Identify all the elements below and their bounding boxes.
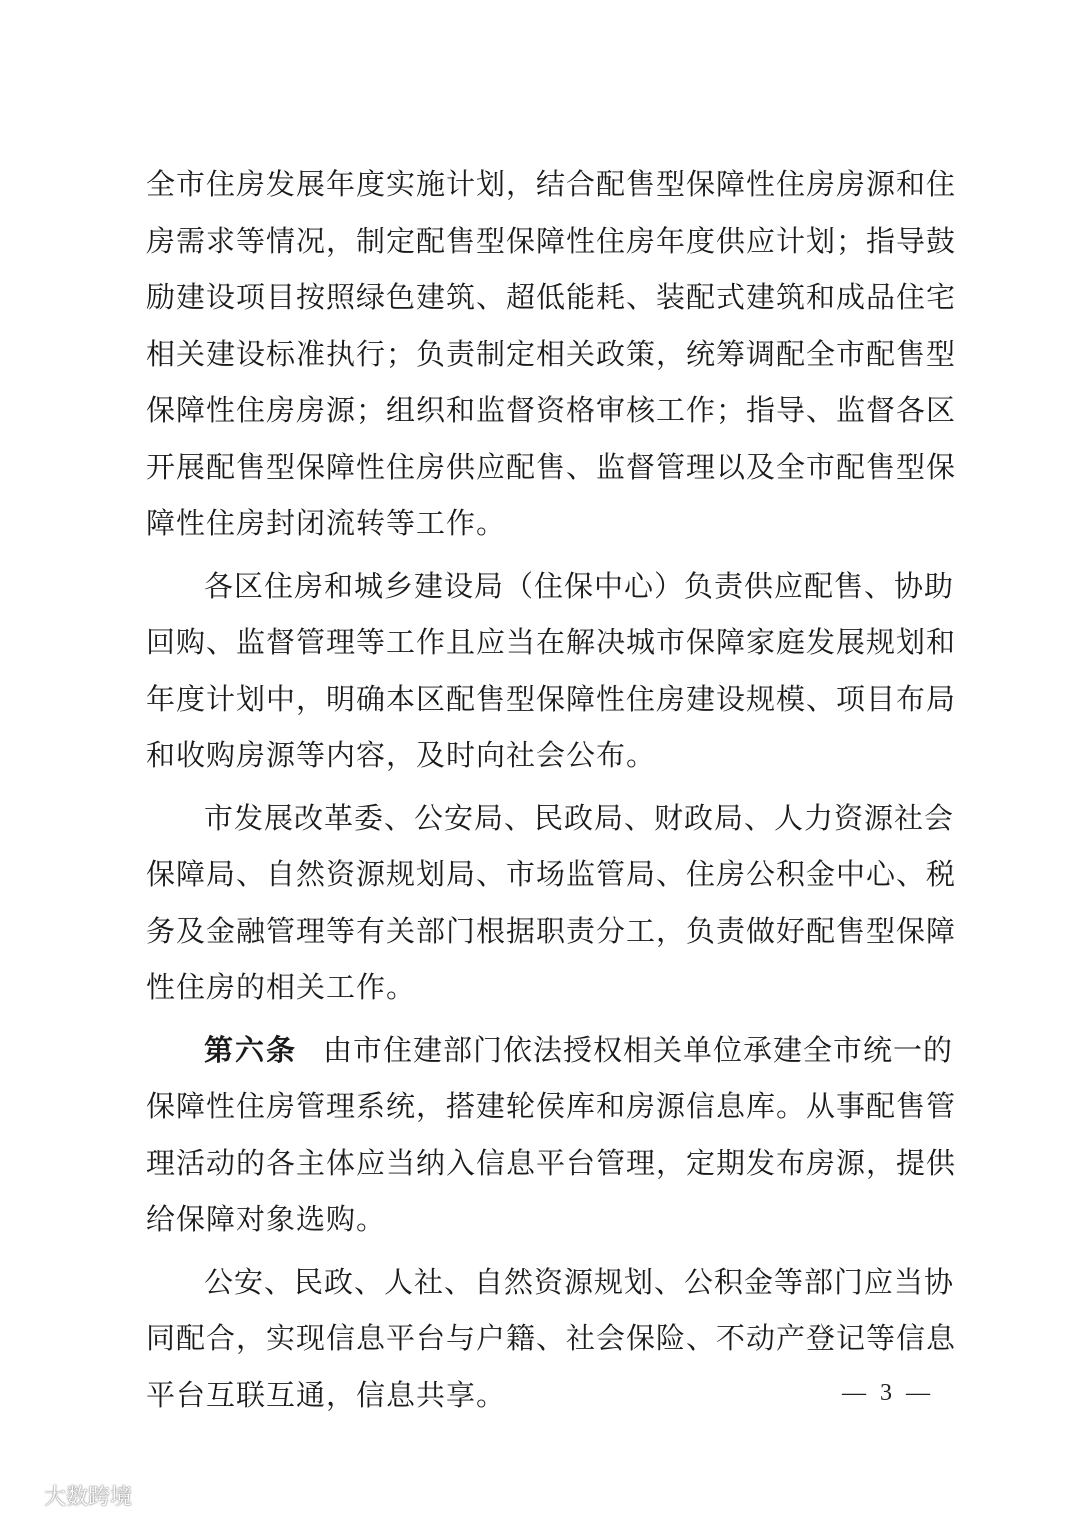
text-line: 和收购房源等内容，及时向社会公布。	[146, 738, 657, 772]
article-text: 由市住建部门依法授权相关单位承建全市统一的	[323, 1032, 954, 1067]
text-line: 保障性住房房源；组织和监督资格审核工作；指导、监督各区	[146, 393, 957, 427]
wechat-logo-icon	[8, 1484, 38, 1508]
text-line: 全市住房发展年度实施计划，结合配售型保障性住房房源和住	[146, 167, 957, 201]
text-line: 相关建设标准执行；负责制定相关政策，统筹调配全市配售型	[146, 336, 957, 371]
text-line: 务及金融管理等有关部门根据职责分工，负责做好配售型保障	[146, 913, 957, 948]
text-line: 保障性住房管理系统，搭建轮侯库和房源信息库。从事配售管	[146, 1089, 957, 1123]
page-number: — 3 —	[842, 1380, 934, 1406]
text-line: 各区住房和城乡建设局（住保中心）负责供应配售、协助	[204, 568, 955, 603]
text-line: 励建设项目按照绿色建筑、超低能耗、装配式建筑和成品住宅	[146, 280, 957, 314]
text-line	[146, 1022, 954, 1079]
text-line: 市发展改革委、公安局、民政局、财政局、人力资源社会	[204, 800, 955, 835]
paragraph	[146, 790, 957, 1016]
article-label: 第六条	[204, 1032, 298, 1067]
watermark	[8, 1480, 132, 1511]
text-line: 平台互联互通，信息共享。	[146, 1377, 507, 1412]
text-line: 公安、民政、人社、自然资源规划、公积金等部门应当协	[204, 1264, 955, 1299]
text-line: 性住房的相关工作。	[146, 970, 417, 1004]
text-line: 保障局、自然资源规划局、市场监管局、住房公积金中心、税	[146, 857, 957, 891]
text-line: 年度计划中，明确本区配售型保障性住房建设规模、项目布局	[146, 681, 957, 716]
text-line: 开展配售型保障性住房供应配售、监督管理以及全市配售型保	[146, 449, 957, 484]
article-paragraph	[146, 1022, 957, 1248]
watermark-text: 大数跨境	[44, 1485, 133, 1510]
text-line: 同配合，实现信息平台与户籍、社会保险、不动产登记等信息	[146, 1321, 957, 1355]
text-line: 给保障对象选购。	[146, 1202, 387, 1236]
document-body	[146, 156, 957, 1423]
text-line: 理活动的各主体应当纳入信息平台管理，定期发布房源，提供	[146, 1145, 957, 1180]
paragraph	[146, 1254, 957, 1424]
paragraph	[146, 156, 957, 552]
text-line: 障性住房封闭流转等工作。	[146, 506, 507, 540]
text-line: 回购、监督管理等工作且应当在解决城市保障家庭发展规划和	[146, 625, 957, 659]
paragraph	[146, 558, 957, 784]
text-line: 房需求等情况，制定配售型保障性住房年度供应计划；指导鼓	[146, 223, 957, 258]
